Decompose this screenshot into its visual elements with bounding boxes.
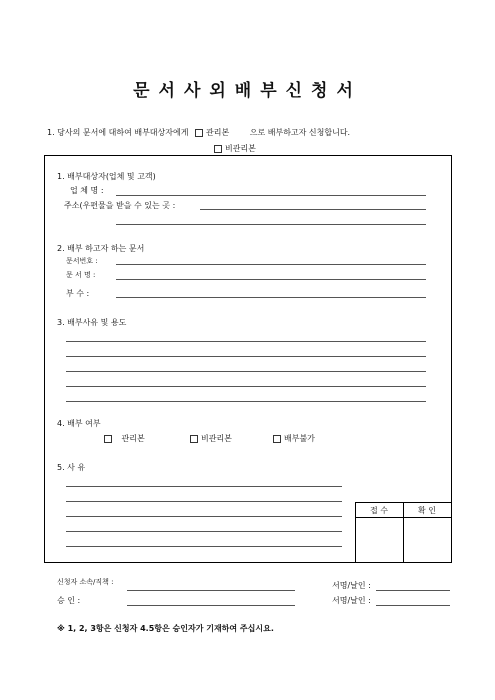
- receipt-table-header-line: [355, 517, 451, 518]
- approver-field[interactable]: [127, 605, 295, 606]
- footer-note: ※ 1, 2, 3항은 신청자 4.5항은 승인자가 기재하여 주십시요.: [57, 624, 274, 633]
- opt-uncontrolled-checkbox[interactable]: [190, 435, 198, 443]
- applicant-label: 신청자 소속/직책 :: [57, 578, 114, 586]
- docname-label: 문 서 명 :: [66, 271, 96, 279]
- opt-uncontrolled-label: 비관리본: [201, 434, 232, 443]
- uncontrolled-option: [214, 143, 256, 154]
- reason-line-3[interactable]: [66, 371, 426, 372]
- section4-heading: 4. 배부 여부: [57, 419, 101, 428]
- section2-heading: 2. 배부 하고자 하는 문서: [57, 244, 145, 253]
- opt-controlled-label: 관리본: [121, 434, 145, 443]
- opt-denied: [273, 433, 315, 444]
- sign2-label: 서명/날인 :: [332, 596, 371, 605]
- copies-label: 부 수 :: [66, 289, 90, 298]
- intro-prefix: 1. 당사의 문서에 대하여 배부대상자에게: [47, 128, 189, 137]
- docno-label: 문서번호 :: [66, 257, 98, 265]
- opt-controlled-checkbox[interactable]: [104, 435, 112, 443]
- address-field[interactable]: [200, 209, 426, 210]
- opt-controlled: [104, 433, 145, 444]
- address-field-2[interactable]: [116, 224, 426, 225]
- section5-heading: 5. 사 유: [57, 463, 86, 472]
- cause-line-5[interactable]: [66, 546, 342, 547]
- address-label: 주소(우편물을 받을 수 있는 곳 :: [64, 201, 176, 210]
- reason-line-4[interactable]: [66, 386, 426, 387]
- intro-line: [47, 127, 350, 138]
- applicant-field[interactable]: [127, 590, 295, 591]
- cause-line-1[interactable]: [66, 486, 342, 487]
- reason-line-1[interactable]: [66, 341, 426, 342]
- cause-line-2[interactable]: [66, 501, 342, 502]
- uncontrolled-option-label: 비관리본: [225, 144, 256, 153]
- approver-label: 승 인 :: [57, 596, 81, 605]
- controlled-option-label: 관리본: [206, 128, 230, 137]
- cause-line-3[interactable]: [66, 516, 342, 517]
- sign1-field[interactable]: [376, 590, 450, 591]
- cause-line-4[interactable]: [66, 531, 342, 532]
- controlled-checkbox[interactable]: [195, 129, 203, 137]
- receive-label: 접 수: [370, 506, 388, 515]
- reason-line-5[interactable]: [66, 401, 426, 402]
- sign1-label: 서명/날인 :: [332, 581, 371, 590]
- uncontrolled-checkbox[interactable]: [214, 145, 222, 153]
- reason-line-2[interactable]: [66, 356, 426, 357]
- confirm-label: 확 인: [418, 506, 436, 515]
- copies-field[interactable]: [116, 297, 426, 298]
- docname-field[interactable]: [116, 279, 426, 280]
- section1-heading: 1. 배부대상자(업체 및 고객): [57, 172, 156, 181]
- opt-denied-checkbox[interactable]: [273, 435, 281, 443]
- company-label: 업 체 명 :: [70, 186, 104, 195]
- intro-suffix: 으로 배부하고자 신청합니다.: [249, 128, 351, 137]
- opt-uncontrolled: [190, 433, 232, 444]
- sign2-field[interactable]: [376, 605, 450, 606]
- company-field[interactable]: [116, 195, 426, 196]
- opt-denied-label: 배부불가: [284, 434, 315, 443]
- page-title: 문서사외배부신청서: [133, 81, 362, 101]
- docno-field[interactable]: [116, 264, 426, 265]
- section3-heading: 3. 배부사유 및 용도: [57, 318, 127, 327]
